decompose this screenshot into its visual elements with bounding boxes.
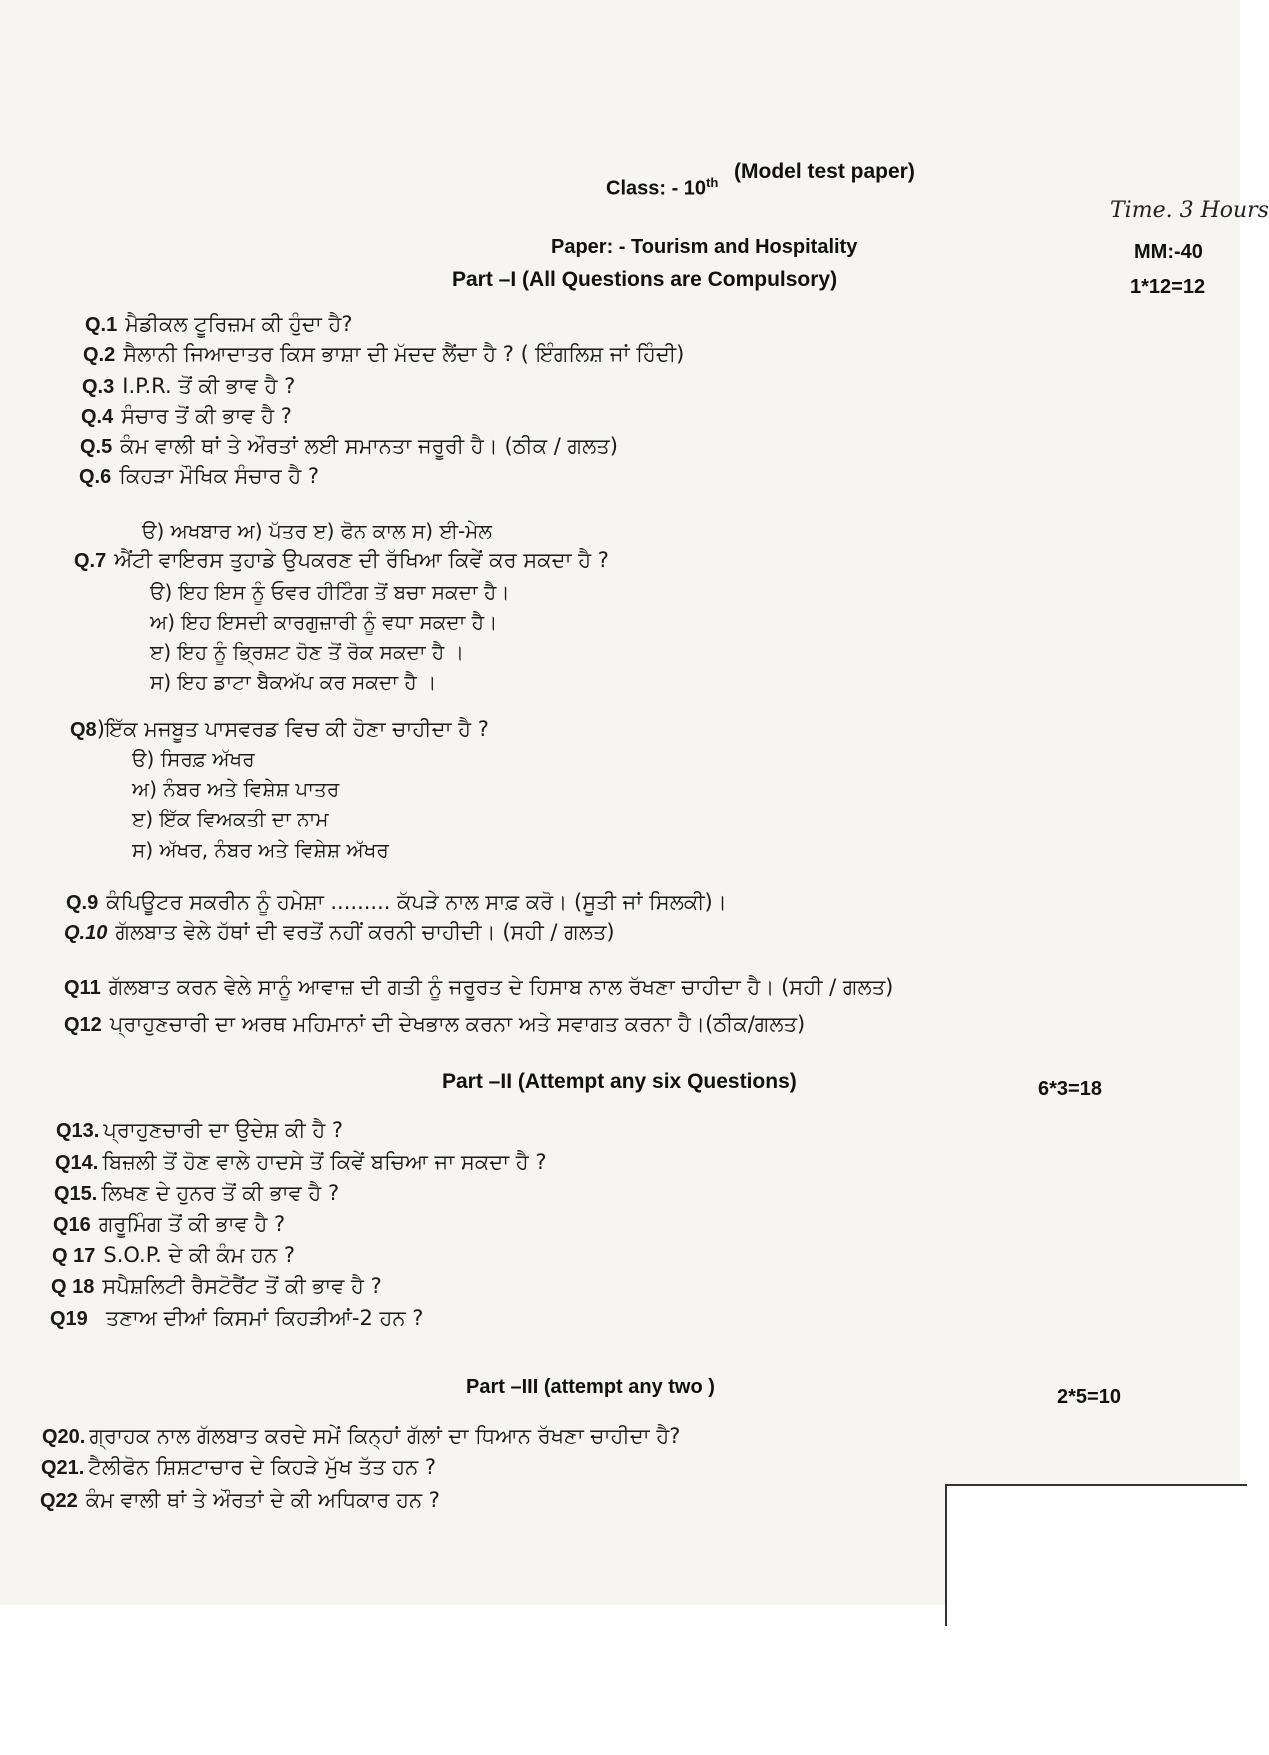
question-10: Q.10 ਗੱਲਬਾਤ ਵੇਲੇ ਹੱਥਾਂ ਦੀ ਵਰਤੋਂ ਨਹੀਂ ਕਰਨੀ ਚਾਹੀਦੀ। (ਸਹੀ / ਗਲਤ) (64, 920, 615, 944)
time-note: Time. 3 Hours (1110, 198, 1269, 223)
question-7-option-b: ਅ) ਇਹ ਇਸਦੀ ਕਾਰਗੁਜ਼ਾਰੀ ਨੂੰ ਵਧਾ ਸਕਦਾ ਹੈ। (150, 610, 498, 634)
part-1-marks: 1*12=12 (1130, 276, 1206, 298)
model-test-label: (Model test paper) (734, 160, 915, 183)
paper-title: Paper: - Tourism and Hospitality (551, 236, 858, 258)
question-19: Q19 ਤਣਾਅ ਦੀਆਂ ਕਿਸਮਾਂ ਕਿਹੜੀਆਂ-2 ਹਨ ? (50, 1306, 424, 1330)
class-label: Class: - 10th (606, 175, 719, 200)
question-7: Q.7 ਐਂਟੀ ਵਾਇਰਸ ਤੁਹਾਡੇ ਉਪਕਰਣ ਦੀ ਰੱਖਿਆ ਕਿਵੇਂ ਕਰ ਸਕਦਾ ਹੈ ? (74, 548, 609, 572)
question-1: Q.1 ਮੈਡੀਕਲ ਟੂਰਿਜ਼ਮ ਕੀ ਹੁੰਦਾ ਹੈ? (85, 312, 353, 336)
question-8-option-d: ਸ) ਅੱਖਰ, ਨੰਬਰ ਅਤੇ ਵਿਸ਼ੇਸ਼ ਅੱਖਰ (132, 838, 389, 862)
question-20: Q20. ਗ੍ਰਾਹਕ ਨਾਲ ਗੱਲਬਾਤ ਕਰਦੇ ਸਮੇਂ ਕਿਨ੍ਹਾਂ ਗੱਲਾਂ ਦਾ ਧਿਆਨ ਰੱਖਣਾ ਚਾਹੀਦਾ ਹੈ? (42, 1424, 681, 1448)
question-13: Q13. ਪ੍ਰਾਹੁਣਚਾਰੀ ਦਾ ਉਦੇਸ਼ ਕੀ ਹੈ ? (56, 1118, 344, 1142)
question-7-option-c: ੲ) ਇਹ ਨੂੰ ਭ੍ਰਿਸ਼ਟ ਹੋਣ ਤੋਂ ਰੋਕ ਸਕਦਾ ਹੈ । (150, 640, 465, 664)
question-14: Q14. ਬਿਜ਼ਲੀ ਤੋਂ ਹੋਣ ਵਾਲੇ ਹਾਦਸੇ ਤੋਂ ਕਿਵੇਂ ਬਚਿਆ ਜਾ ਸਕਦਾ ਹੈ ? (55, 1150, 547, 1174)
part-3-marks: 2*5=10 (1057, 1386, 1121, 1408)
question-6-options: ੳ) ਅਖਬਾਰ ਅ) ਪੱਤਰ ੲ) ਫੋਨ ਕਾਲ ਸ) ਈ-ਮੇਲ (142, 519, 492, 543)
part-3-title: Part –III (attempt any two ) (466, 1376, 715, 1398)
question-22: Q22 ਕੰਮ ਵਾਲੀ ਥਾਂ ਤੇ ਔਰਤਾਂ ਦੇ ਕੀ ਅਧਿਕਾਰ ਹਨ ? (40, 1488, 440, 1512)
question-8-option-a: ੳ) ਸਿਰਫ਼ ਅੱਖਰ (132, 747, 255, 771)
question-8-option-c: ੲ) ਇੱਕ ਵਿਅਕਤੀ ਦਾ ਨਾਮ (132, 807, 329, 831)
question-8: Q8)ਇੱਕ ਮਜਬੂਤ ਪਾਸਵਰਡ ਵਿਚ ਕੀ ਹੋਣਾ ਚਾਹੀਦਾ ਹੈ ? (70, 717, 489, 741)
question-7-option-a: ੳ) ਇਹ ਇਸ ਨੂੰ ਓਵਰ ਹੀਟਿੰਗ ਤੋਂ ਬਚਾ ਸਕਦਾ ਹੈ। (150, 580, 510, 604)
question-6: Q.6 ਕਿਹੜਾ ਮੌਖਿਕ ਸੰਚਾਰ ਹੈ ? (79, 464, 320, 488)
question-4: Q.4 ਸੰਚਾਰ ਤੋਂ ਕੀ ਭਾਵ ਹੈ ? (81, 404, 292, 428)
part-1-title: Part –I (All Questions are Compulsory) (452, 268, 838, 291)
question-17: Q 17 S.O.P. ਦੇ ਕੀ ਕੰਮ ਹਨ ? (52, 1243, 296, 1267)
question-21: Q21. ਟੈਲੀਫੋਨ ਸ਼ਿਸ਼ਟਾਚਾਰ ਦੇ ਕਿਹੜੇ ਮੁੱਖ ਤੱਤ ਹਨ ? (41, 1455, 437, 1479)
part-2-marks: 6*3=18 (1038, 1078, 1102, 1100)
part-2-title: Part –II (Attempt any six Questions) (442, 1070, 797, 1093)
question-7-option-d: ਸ) ਇਹ ਡਾਟਾ ਬੈਕਅੱਪ ਕਰ ਸਕਦਾ ਹੈ । (150, 670, 437, 694)
question-16: Q16 ਗਰੂਮਿੰਗ ਤੋਂ ਕੀ ਭਾਵ ਹੈ ? (53, 1212, 286, 1236)
question-2: Q.2 ਸੈਲਾਨੀ ਜਿਆਦਾਤਰ ਕਿਸ ਭਾਸ਼ਾ ਦੀ ਮੱਦਦ ਲੈਂਦਾ ਹੈ ? ( ਇੰਗਲਿਸ਼ ਜਾਂ ਹਿੰਦੀ) (83, 342, 685, 366)
max-marks: MM:-40 (1134, 241, 1203, 263)
question-9: Q.9 ਕੰਪਿਊਟਰ ਸਕਰੀਨ ਨੂੰ ਹਮੇਸ਼ਾ ......... ਕੱਪੜੇ ਨਾਲ ਸਾਫ਼ ਕਰੋ। (ਸੂਤੀ ਜਾਂ ਸਿਲਕੀ)। (66, 890, 727, 914)
question-5: Q.5 ਕੰਮ ਵਾਲੀ ਥਾਂ ਤੇ ਔਰਤਾਂ ਲਈ ਸਮਾਨਤਾ ਜਰੂਰੀ ਹੈ। (ਠੀਕ / ਗਲਤ) (80, 434, 618, 458)
question-12: Q12 ਪ੍ਰਾਹੁਣਚਾਰੀ ਦਾ ਅਰਥ ਮਹਿਮਾਨਾਂ ਦੀ ਦੇਖਭਾਲ ਕਰਨਾ ਅਤੇ ਸਵਾਗਤ ਕਰਨਾ ਹੈ।(ਠੀਕ/ਗਲਤ) (64, 1012, 806, 1036)
question-3: Q.3 I.P.R. ਤੋਂ ਕੀ ਭਾਵ ਹੈ ? (82, 374, 296, 398)
question-11: Q11 ਗੱਲਬਾਤ ਕਰਨ ਵੇਲੇ ਸਾਨੂੰ ਆਵਾਜ਼ ਦੀ ਗਤੀ ਨੂੰ ਜਰੂਰਤ ਦੇ ਹਿਸਾਬ ਨਾਲ ਰੱਖਣਾ ਚਾਹੀਦਾ ਹੈ। (ਸਹੀ / ਗਲਤ) (64, 975, 894, 999)
page-corner-overlap (945, 1484, 1247, 1626)
question-18: Q 18 ਸਪੈਸ਼ਲਿਟੀ ਰੈਸਟੋਰੈਂਟ ਤੋਂ ਕੀ ਭਾਵ ਹੈ ? (51, 1274, 382, 1298)
question-8-option-b: ਅ) ਨੰਬਰ ਅਤੇ ਵਿਸ਼ੇਸ਼ ਪਾਤਰ (132, 777, 340, 801)
question-15: Q15. ਲਿਖਣ ਦੇ ਹੁਨਰ ਤੋਂ ਕੀ ਭਾਵ ਹੈ ? (54, 1181, 340, 1205)
